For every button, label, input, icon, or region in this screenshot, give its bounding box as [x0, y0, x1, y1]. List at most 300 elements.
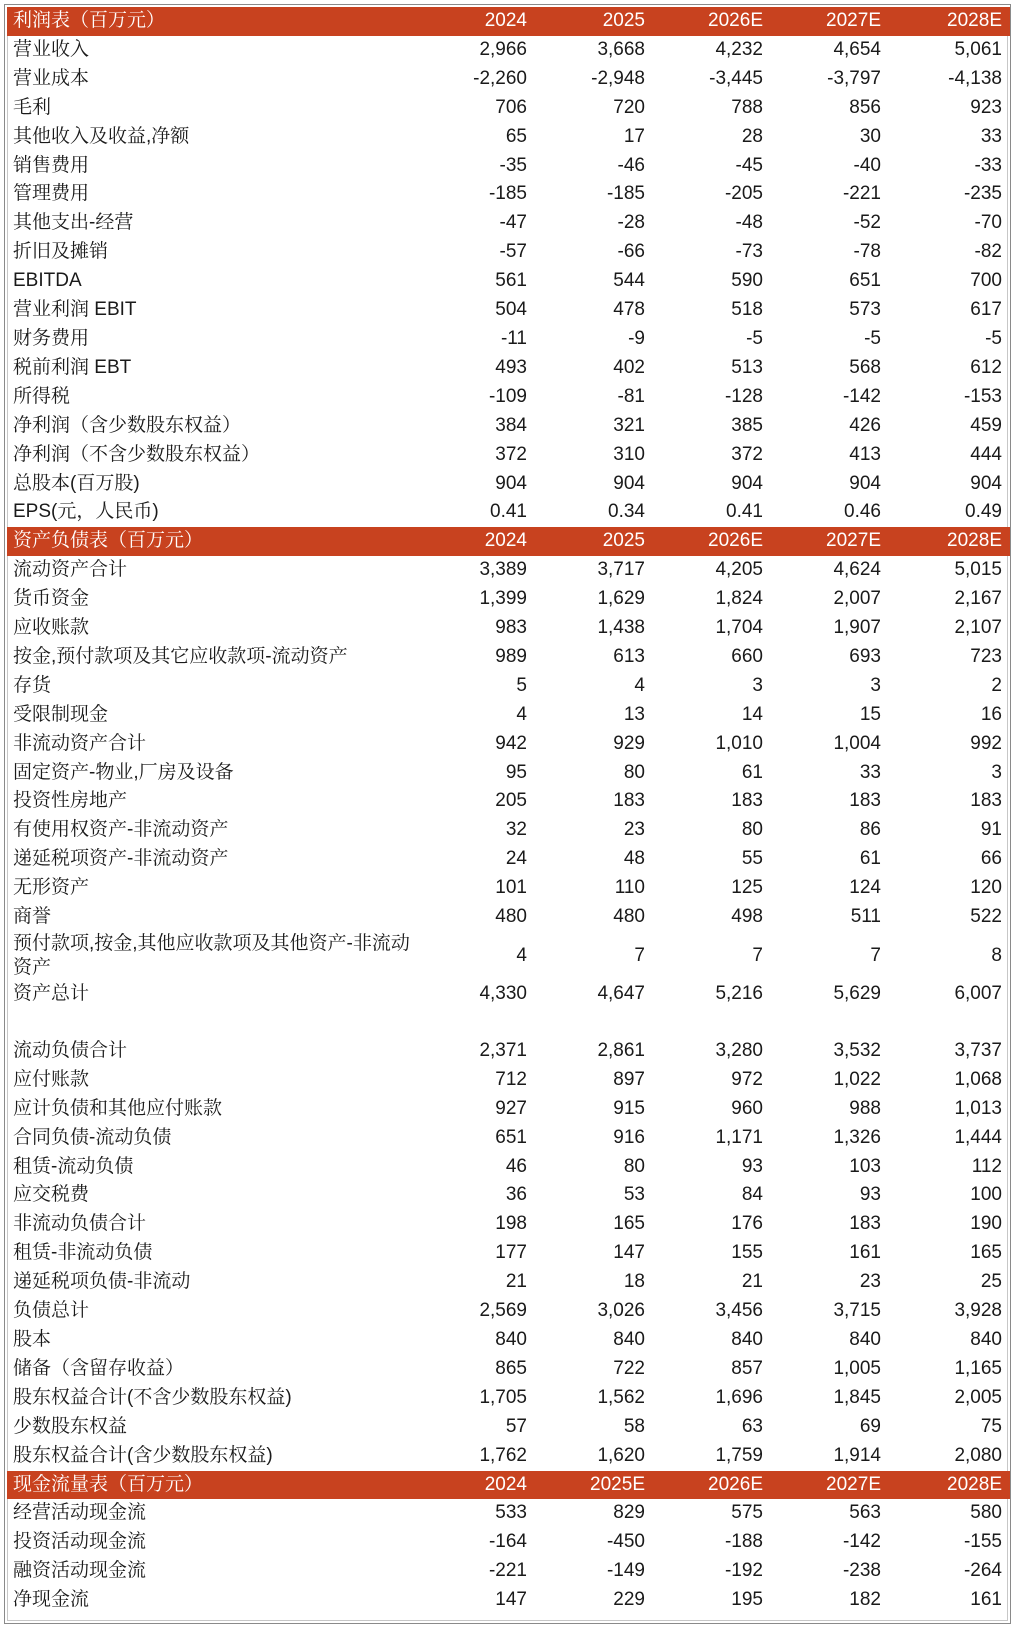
- cell-value: 544: [613, 270, 645, 292]
- table-row: [7, 152, 1010, 181]
- cell-value: -5: [746, 327, 763, 349]
- table-row: [7, 1557, 1010, 1586]
- cell-value: 198: [495, 1213, 527, 1235]
- table-row: [7, 874, 1010, 903]
- cell-value: 4,205: [715, 559, 763, 581]
- cell-value: 46: [505, 1155, 527, 1177]
- cell-value: 3: [752, 674, 763, 696]
- year-header: 2026E: [653, 7, 771, 36]
- cell-value: [535, 1009, 653, 1037]
- cell-value: 1,704: [715, 617, 763, 639]
- cell-value: 1,696: [715, 1386, 763, 1408]
- cell-value: -155: [963, 1531, 1002, 1553]
- cell-value: 24: [505, 848, 527, 870]
- year-header: 2026E: [653, 1471, 771, 1500]
- table-row: [7, 36, 1010, 65]
- cell-value: 992: [970, 732, 1002, 754]
- row-label: 按金,预付款项及其它应收款项-流动资产: [13, 645, 348, 667]
- cell-value: 183: [731, 790, 763, 812]
- cell-value: 120: [970, 877, 1002, 899]
- table-row: [7, 845, 1010, 874]
- cell-value: -47: [499, 212, 527, 234]
- cell-value: 3: [991, 761, 1002, 783]
- cell-value: 1,620: [597, 1444, 645, 1466]
- year-header: 2024: [417, 7, 535, 36]
- table-row: [7, 1268, 1010, 1297]
- balance-sheet-title: 资产负债表（百万元）: [7, 527, 417, 556]
- row-label: 税前利润 EBT: [13, 356, 132, 378]
- table-row: [7, 383, 1010, 412]
- table-row: [7, 1181, 1010, 1210]
- table-row: [7, 123, 1010, 152]
- year-header: 2024: [417, 1471, 535, 1500]
- cell-value: 30: [859, 125, 881, 147]
- cell-value: 384: [495, 414, 527, 436]
- cell-value: -40: [853, 154, 881, 176]
- cell-value: 0.41: [490, 501, 527, 523]
- row-label: 销售费用: [13, 154, 90, 176]
- cell-value: 110: [614, 877, 645, 899]
- cell-value: 478: [613, 299, 645, 321]
- cell-value: 1,438: [597, 617, 645, 639]
- cell-value: 3,280: [715, 1039, 763, 1061]
- row-label: 毛利: [13, 96, 52, 118]
- row-label: 股东权益合计(含少数股东权益): [13, 1444, 273, 1466]
- table-row: [7, 614, 1010, 643]
- cell-value: -11: [500, 327, 527, 349]
- cell-value: -81: [617, 385, 645, 407]
- cell-value: -153: [963, 385, 1002, 407]
- row-label: 营业成本: [13, 67, 90, 89]
- table-row: [7, 209, 1010, 238]
- cell-value: 3,717: [597, 559, 645, 581]
- cell-value: -48: [735, 212, 763, 234]
- table-row: [7, 94, 1010, 123]
- cell-value: 6,007: [954, 983, 1002, 1004]
- cell-value: 651: [495, 1126, 527, 1148]
- cell-value: 4: [634, 674, 645, 696]
- row-label: 经营活动现金流: [13, 1502, 147, 1524]
- table-row: [7, 1499, 1010, 1528]
- table-row: [7, 980, 1010, 1009]
- cell-value: 3,026: [597, 1300, 645, 1322]
- cell-value: 1,068: [954, 1068, 1002, 1090]
- cell-value: 55: [741, 848, 763, 870]
- cell-value: 21: [505, 1271, 527, 1293]
- cell-value: 182: [849, 1589, 881, 1611]
- cell-value: -46: [617, 154, 645, 176]
- table-row: [7, 1095, 1010, 1124]
- cell-value: 48: [623, 848, 645, 870]
- cell-value: 459: [970, 414, 1002, 436]
- row-label: 总股本(百万股): [13, 472, 140, 494]
- cell-value: -205: [724, 183, 763, 205]
- financial-statements-body: [7, 7, 1010, 1615]
- cell-value: 1,762: [479, 1444, 527, 1466]
- table-row: [7, 238, 1010, 267]
- cell-value: 4,654: [833, 38, 881, 60]
- table-row: [7, 701, 1010, 730]
- cell-value: 112: [971, 1155, 1002, 1177]
- cell-value: 57: [505, 1415, 527, 1437]
- cell-value: 617: [970, 299, 1002, 321]
- cell-value: 8: [991, 945, 1002, 966]
- table-row: [7, 325, 1010, 354]
- cell-value: 3: [870, 674, 881, 696]
- cell-value: 75: [980, 1415, 1002, 1437]
- row-label: 受限制现金: [13, 703, 109, 725]
- cell-value: 4,647: [597, 983, 645, 1004]
- cell-value: 310: [613, 443, 645, 465]
- cell-value: 195: [731, 1589, 763, 1611]
- year-header: 2024: [417, 527, 535, 556]
- cell-value: 563: [849, 1502, 881, 1524]
- cell-value: 165: [970, 1242, 1002, 1264]
- cell-value: 1,022: [833, 1068, 881, 1090]
- cell-value: 1,759: [715, 1444, 763, 1466]
- row-label: 应付账款: [13, 1068, 90, 1090]
- cell-value: 2,080: [954, 1444, 1002, 1466]
- cell-value: 3,715: [833, 1300, 881, 1322]
- cell-value: 788: [731, 96, 763, 118]
- cell-value: 513: [731, 356, 763, 378]
- cell-value: 518: [731, 299, 763, 321]
- cell-value: 0.34: [608, 501, 645, 523]
- cell-value: 1,562: [597, 1386, 645, 1408]
- cell-value: -45: [735, 154, 763, 176]
- cell-value: 988: [849, 1097, 881, 1119]
- cell-value: 66: [980, 848, 1002, 870]
- cell-value: 91: [980, 819, 1002, 841]
- cell-value: 4,330: [479, 983, 527, 1004]
- cell-value: -185: [488, 183, 527, 205]
- cell-value: 61: [741, 761, 763, 783]
- cell-value: 63: [741, 1415, 763, 1437]
- table-row: [7, 787, 1010, 816]
- cell-value: 161: [970, 1589, 1002, 1611]
- cell-value: 942: [495, 732, 527, 754]
- table-row: [7, 759, 1010, 788]
- cell-value: 829: [613, 1502, 645, 1524]
- cell-value: 1,907: [833, 617, 881, 639]
- income-statement-title: 利润表（百万元）: [7, 7, 417, 36]
- cell-value: 33: [859, 761, 881, 783]
- cell-value: 13: [623, 703, 645, 725]
- cell-value: 2,861: [597, 1039, 645, 1061]
- cell-value: 840: [849, 1328, 881, 1350]
- cell-value: 533: [495, 1502, 527, 1524]
- cell-value: 69: [859, 1415, 881, 1437]
- cell-value: 3,456: [715, 1300, 763, 1322]
- cell-value: 0.46: [844, 501, 881, 523]
- cell-value: 989: [495, 645, 527, 667]
- row-label: 其他支出-经营: [13, 212, 134, 234]
- cell-value: -4,138: [948, 67, 1002, 89]
- table-row: [7, 267, 1010, 296]
- row-label: 股东权益合计(不含少数股东权益): [13, 1386, 292, 1408]
- year-header: 2026E: [653, 527, 771, 556]
- table-row: [7, 643, 1010, 672]
- cell-value: 904: [849, 472, 881, 494]
- table-row: [7, 903, 1010, 932]
- spacer-row: [7, 1009, 1010, 1037]
- cell-value: 147: [613, 1242, 645, 1264]
- cell-value: -5: [985, 327, 1002, 349]
- row-label: 所得税: [13, 385, 71, 407]
- table-row: [7, 932, 1010, 980]
- cell-value: -142: [842, 385, 881, 407]
- row-label: 非流动负债合计: [13, 1213, 147, 1235]
- cell-value: 15: [859, 703, 881, 725]
- row-label: [7, 1009, 417, 1037]
- cell-value: 4,624: [833, 559, 881, 581]
- table-row: [7, 672, 1010, 701]
- year-header: 2027E: [771, 1471, 889, 1500]
- cell-value: -52: [853, 212, 881, 234]
- cell-value: 927: [495, 1097, 527, 1119]
- table-row: [7, 816, 1010, 845]
- cell-value: 0.41: [726, 501, 763, 523]
- cell-value: 1,399: [479, 588, 527, 610]
- cell-value: 372: [731, 443, 763, 465]
- cell-value: 183: [849, 790, 881, 812]
- cell-value: 915: [613, 1097, 645, 1119]
- cell-value: 80: [741, 819, 763, 841]
- cell-value: -82: [974, 241, 1002, 263]
- cell-value: 2,966: [479, 38, 527, 60]
- cell-value: 53: [623, 1184, 645, 1206]
- cell-value: -57: [499, 241, 527, 263]
- cell-value: 660: [731, 645, 763, 667]
- year-header: 2025E: [535, 1471, 653, 1500]
- cell-value: 897: [613, 1068, 645, 1090]
- cell-value: -70: [974, 212, 1002, 234]
- table-row: [7, 1442, 1010, 1471]
- cell-value: [417, 1009, 535, 1037]
- cell-value: 651: [849, 270, 881, 292]
- table-row: [7, 1355, 1010, 1384]
- cell-value: 3,737: [954, 1039, 1002, 1061]
- cell-value: 25: [980, 1271, 1002, 1293]
- financial-statements-table: [7, 7, 1010, 1615]
- cell-value: 983: [495, 617, 527, 639]
- cell-value: 493: [495, 356, 527, 378]
- cell-value: [771, 1009, 889, 1037]
- cell-value: 916: [613, 1126, 645, 1148]
- cell-value: 161: [849, 1242, 881, 1264]
- cell-value: 177: [495, 1242, 527, 1264]
- table-row: [7, 585, 1010, 614]
- row-label: 预付款项,按金,其他应收款项及其他资产-非流动资产: [13, 933, 410, 978]
- row-label: 少数股东权益: [13, 1415, 128, 1437]
- cell-value: 28: [741, 125, 763, 147]
- cell-value: 904: [495, 472, 527, 494]
- cell-value: 183: [849, 1213, 881, 1235]
- cell-value: -2,948: [591, 67, 645, 89]
- cell-value: 7: [634, 945, 645, 966]
- cell-value: 1,629: [597, 588, 645, 610]
- row-label: 其他收入及收益,净额: [13, 125, 190, 147]
- cell-value: 856: [849, 96, 881, 118]
- cell-value: -78: [853, 241, 881, 263]
- row-label: 股本: [13, 1328, 52, 1350]
- table-row: [7, 1066, 1010, 1095]
- cell-value: 402: [613, 356, 645, 378]
- cell-value: 21: [741, 1271, 763, 1293]
- cell-value: 1,010: [715, 732, 763, 754]
- cell-value: 580: [970, 1502, 1002, 1524]
- table-row: [7, 65, 1010, 94]
- cell-value: 1,824: [715, 588, 763, 610]
- cell-value: -264: [963, 1560, 1002, 1582]
- cell-value: 522: [970, 906, 1002, 928]
- row-label: 合同负债-流动负债: [13, 1126, 172, 1148]
- row-label: 应计负债和其他应付账款: [13, 1097, 223, 1119]
- cell-value: -9: [628, 327, 645, 349]
- cell-value: 125: [731, 877, 763, 899]
- row-label: 商誉: [13, 906, 52, 928]
- cell-value: -66: [617, 241, 645, 263]
- cell-value: 960: [731, 1097, 763, 1119]
- cell-value: 165: [613, 1213, 645, 1235]
- cell-value: 0.49: [965, 501, 1002, 523]
- cell-value: 147: [495, 1589, 527, 1611]
- cell-value: 5: [516, 674, 527, 696]
- cell-value: -142: [842, 1531, 881, 1553]
- cell-value: 1,845: [833, 1386, 881, 1408]
- cell-value: 1,004: [833, 732, 881, 754]
- table-row: [7, 1413, 1010, 1442]
- cell-value: 929: [613, 732, 645, 754]
- cell-value: 426: [849, 414, 881, 436]
- year-header: 2028E: [889, 7, 1010, 36]
- cell-value: -450: [606, 1531, 645, 1553]
- cell-value: 1,705: [479, 1386, 527, 1408]
- cell-value: -221: [842, 183, 881, 205]
- cell-value: -28: [617, 212, 645, 234]
- cell-value: 2: [991, 674, 1002, 696]
- cell-value: 65: [505, 125, 527, 147]
- cell-value: 2,007: [833, 588, 881, 610]
- cell-value: 504: [495, 299, 527, 321]
- row-label: 财务费用: [13, 327, 90, 349]
- cash-flow-statement-title: 现金流量表（百万元）: [7, 1471, 417, 1500]
- cell-value: 1,165: [954, 1357, 1002, 1379]
- cell-value: -235: [963, 183, 1002, 205]
- balance-sheet-header-row: [7, 527, 1010, 556]
- cell-value: 722: [613, 1357, 645, 1379]
- cell-value: 17: [623, 125, 645, 147]
- table-row: [7, 1297, 1010, 1326]
- table-row: [7, 1586, 1010, 1615]
- cell-value: 23: [859, 1271, 881, 1293]
- cell-value: 1,326: [833, 1126, 881, 1148]
- cell-value: 865: [495, 1357, 527, 1379]
- cell-value: 4,232: [715, 38, 763, 60]
- cell-value: 575: [731, 1502, 763, 1524]
- row-label: 租赁-流动负债: [13, 1155, 134, 1177]
- cell-value: 5,015: [954, 559, 1002, 581]
- cell-value: 321: [613, 414, 645, 436]
- row-label: 净利润（含少数股东权益）: [13, 414, 242, 436]
- cell-value: 1,171: [715, 1126, 763, 1148]
- cell-value: 2,167: [954, 588, 1002, 610]
- cell-value: -5: [864, 327, 881, 349]
- row-label: 有使用权资产-非流动资产: [13, 819, 229, 841]
- cell-value: 80: [623, 761, 645, 783]
- row-label: 非流动资产合计: [13, 732, 147, 754]
- cell-value: 93: [859, 1184, 881, 1206]
- cell-value: 498: [731, 906, 763, 928]
- cell-value: 32: [505, 819, 527, 841]
- cell-value: -33: [974, 154, 1002, 176]
- cell-value: 840: [731, 1328, 763, 1350]
- cell-value: 613: [613, 645, 645, 667]
- cell-value: 103: [849, 1155, 881, 1177]
- cell-value: 693: [849, 645, 881, 667]
- cell-value: 2,569: [479, 1300, 527, 1322]
- row-label: 投资性房地产: [13, 790, 128, 812]
- cell-value: 58: [623, 1415, 645, 1437]
- cell-value: 3,532: [833, 1039, 881, 1061]
- cell-value: 590: [731, 270, 763, 292]
- cell-value: 93: [741, 1155, 763, 1177]
- table-row: [7, 470, 1010, 499]
- cell-value: [889, 1009, 1010, 1037]
- table-row: [7, 1210, 1010, 1239]
- row-label: 递延税项资产-非流动资产: [13, 848, 229, 870]
- table-row: [7, 1124, 1010, 1153]
- cell-value: 86: [859, 819, 881, 841]
- table-row: [7, 730, 1010, 759]
- cell-value: -35: [499, 154, 527, 176]
- row-label: 负债总计: [13, 1300, 90, 1322]
- table-row: [7, 1153, 1010, 1182]
- table-row: [7, 296, 1010, 325]
- row-label: 流动资产合计: [13, 559, 128, 581]
- year-header: 2027E: [771, 527, 889, 556]
- cell-value: 61: [859, 848, 881, 870]
- year-header: 2027E: [771, 7, 889, 36]
- table-row: [7, 412, 1010, 441]
- cell-value: -221: [488, 1560, 527, 1582]
- cell-value: 372: [495, 443, 527, 465]
- cell-value: -164: [488, 1531, 527, 1553]
- cell-value: 4: [516, 703, 527, 725]
- cell-value: 972: [731, 1068, 763, 1090]
- cell-value: 1,013: [954, 1097, 1002, 1119]
- cell-value: 568: [849, 356, 881, 378]
- cell-value: 561: [495, 270, 527, 292]
- cell-value: 573: [849, 299, 881, 321]
- table-row: [7, 1528, 1010, 1557]
- cell-value: -2,260: [473, 67, 527, 89]
- cell-value: 712: [495, 1068, 527, 1090]
- row-label: 管理费用: [13, 183, 90, 205]
- cell-value: 706: [495, 96, 527, 118]
- cell-value: -149: [606, 1560, 645, 1582]
- cell-value: 720: [613, 96, 645, 118]
- cell-value: -3,797: [827, 67, 881, 89]
- year-header: 2028E: [889, 527, 1010, 556]
- cell-value: 18: [623, 1271, 645, 1293]
- cell-value: 101: [495, 877, 527, 899]
- cell-value: 190: [970, 1213, 1002, 1235]
- cell-value: -188: [724, 1531, 763, 1553]
- cell-value: 2,005: [954, 1386, 1002, 1408]
- row-label: 营业利润 EBIT: [13, 299, 137, 321]
- cell-value: -109: [488, 385, 527, 407]
